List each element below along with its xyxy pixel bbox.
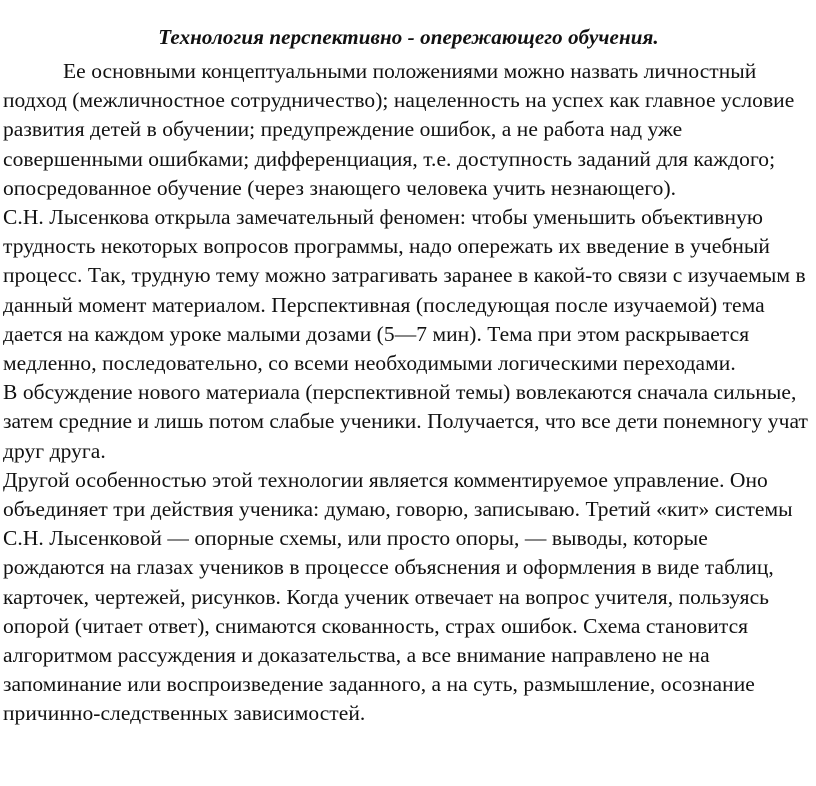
paragraph-lysenkova-phenomenon: С.Н. Лысенкова открыла замечательный феномен: чтобы уменьшить объективную трудность некоторых вопросов программы, надо опережать их введение в учебный процесс. Так, трудную тему можно затрагивать заранее в какой-то связи с изучаемым в данный момент материалом. Перспективная (последующая после изучаемой) тема дается на каждом уроке малыми дозами (5—7 мин). Тема при этом раскрывается медленно, последовательно, со всеми необходимыми логическими переходами. [3,205,806,376]
paragraph-principles: Ее основными концептуальными положениями можно назвать личностный подход (межличностное сотрудничество); нацеленность на успех как главное условие развития детей в обучении; предупреждение ошибок, а не работа над уже совершенными ошибками; дифференциация, т.е. доступность заданий для каждого; опосредованное обучение (через знающего человека учить незнающего). [3,59,795,200]
paragraph-discussion: В обсуждение нового материала (перспективной темы) вовлекаются сначала сильные, затем средние и лишь потом слабые ученики. Получается, что все дети понемногу учат друг друга. [3,380,808,463]
document-title: Технология перспективно - опережающего обучения. [158,25,659,49]
paragraph-commented-control: Другой особенностью этой технологии является комментируемое управление. Оно объединяет три действия ученика: думаю, говорю, записываю. Третий «кит» системы С.Н. Лысенковой — опорные схемы, или просто опоры, — выводы, которые рождаются на глазах учеников в процессе объяснения и оформления в виде таблиц, карточек, чертежей, рисунков. Когда ученик отвечает на вопрос учителя, пользуясь опорой (читает ответ), снимаются скованность, страх ошибок. Схема становится алгоритмом рассуждения и доказательства, а все внимание направлено не на запоминание или воспроизведение заданного, а на суть, размышление, осознание причинно-следственных зависимостей. [3,467,793,726]
